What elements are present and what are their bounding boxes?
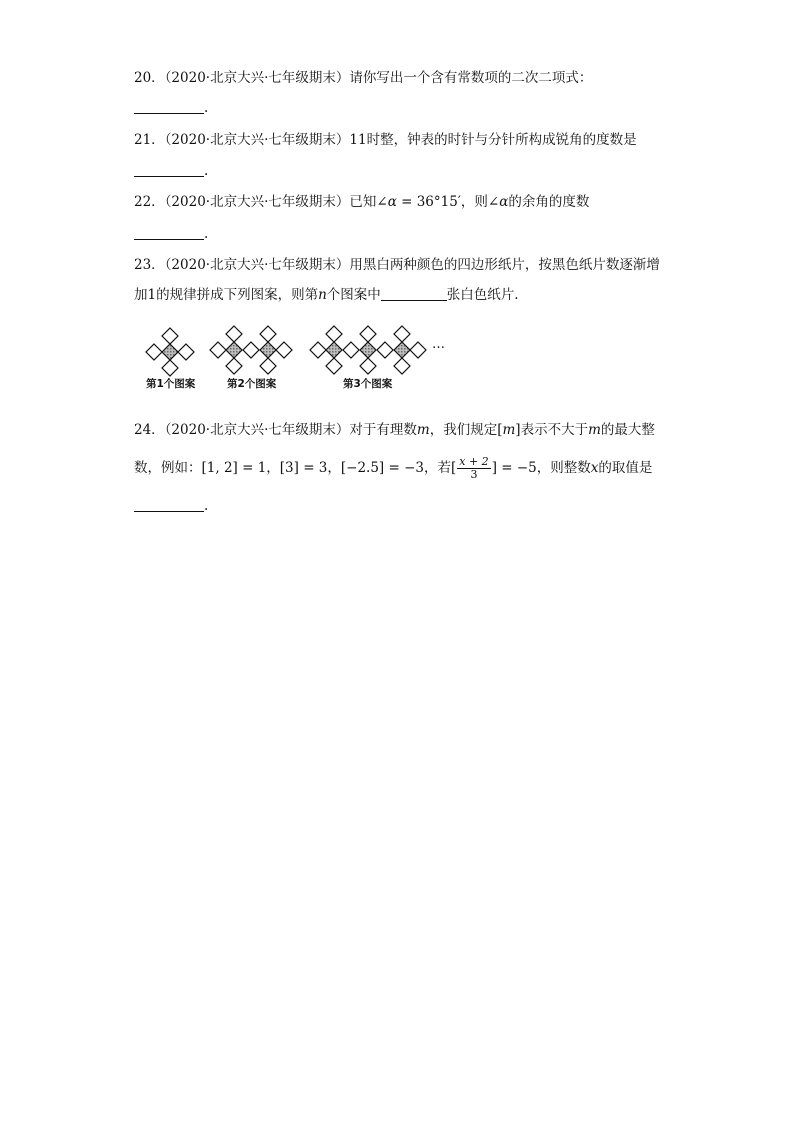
m-symbol: m bbox=[588, 422, 601, 438]
question-24-line2 bbox=[134, 456, 652, 481]
question-21 bbox=[134, 130, 637, 150]
ellipsis: … bbox=[432, 337, 445, 352]
m-symbol: m bbox=[416, 422, 430, 438]
q22-answer-blank[interactable] bbox=[134, 224, 208, 244]
q23-text-line1: 用黑白两种颜色的四边形纸片，按黑色纸片数逐渐增 bbox=[349, 257, 660, 273]
q20-answer-blank[interactable] bbox=[134, 98, 208, 118]
q24-text-d: 的最大整 bbox=[600, 422, 655, 438]
question-22 bbox=[134, 192, 589, 212]
pattern-figure bbox=[140, 318, 460, 394]
pattern-2 bbox=[210, 326, 292, 374]
fraction-numerator: x + 2 bbox=[459, 455, 489, 468]
q22-text-b: = 36°15′，则∠ bbox=[396, 194, 500, 210]
q21-number: 21． bbox=[134, 132, 165, 148]
fraction-denominator: 3 bbox=[470, 468, 478, 481]
q20-source: （2020·北京大兴·七年级期末） bbox=[164, 70, 350, 86]
answer-line[interactable] bbox=[134, 497, 204, 512]
q22-text-a: 已知∠ bbox=[349, 194, 388, 210]
q21-source: （2020·北京大兴·七年级期末） bbox=[164, 132, 350, 148]
q24-line2-a: 数，例如：[1, 2] = 1，[3] = 3，[−2.5] = −3，若[ bbox=[134, 460, 457, 476]
caption-pattern-3: 第3个图案 bbox=[343, 378, 393, 390]
q23-answer-blank[interactable] bbox=[381, 286, 447, 301]
question-24 bbox=[134, 420, 655, 440]
q24-text-b: ，我们规定[ bbox=[429, 422, 503, 438]
period: . bbox=[204, 226, 209, 242]
q24-source: （2020·北京大兴·七年级期末） bbox=[164, 422, 350, 438]
q24-number: 24． bbox=[134, 422, 165, 438]
alpha-symbol: α bbox=[387, 194, 397, 210]
question-23 bbox=[134, 255, 660, 275]
q24-text-a: 对于有理数 bbox=[349, 422, 417, 438]
q24-line2-c: 的取值是 bbox=[598, 460, 653, 476]
q23-text-line2c: 张白色纸片. bbox=[446, 287, 519, 303]
q22-source: （2020·北京大兴·七年级期末） bbox=[164, 194, 350, 210]
q23-number: 23． bbox=[134, 257, 165, 273]
n-symbol: n bbox=[318, 287, 327, 303]
fraction bbox=[457, 456, 490, 481]
m-symbol: m bbox=[502, 422, 516, 438]
q20-text: 请你写出一个含有常数项的二次二项式： bbox=[349, 70, 593, 86]
q23-text-line2b: 个图案中 bbox=[326, 287, 381, 303]
caption-pattern-1: 第1个图案 bbox=[146, 378, 196, 390]
q22-number: 22． bbox=[134, 194, 165, 210]
question-23-line2 bbox=[134, 285, 519, 305]
q21-answer-blank[interactable] bbox=[134, 161, 208, 181]
q21-text: 11时整，钟表的时针与分针所构成锐角的度数是 bbox=[349, 132, 637, 148]
answer-line[interactable] bbox=[134, 162, 204, 177]
q22-text-c: 的余角的度数 bbox=[508, 194, 590, 210]
pattern-1 bbox=[146, 328, 194, 376]
q24-answer-blank[interactable] bbox=[134, 496, 208, 516]
period: . bbox=[204, 498, 209, 514]
answer-line[interactable] bbox=[134, 99, 204, 114]
pattern-3 bbox=[310, 326, 426, 374]
answer-line[interactable] bbox=[134, 225, 204, 240]
q20-number: 20． bbox=[134, 70, 165, 86]
alpha-symbol: α bbox=[499, 194, 509, 210]
question-20 bbox=[134, 68, 592, 88]
q24-line2-b: ] = −5，则整数 bbox=[491, 460, 591, 476]
q24-text-c: ]表示不大于 bbox=[515, 422, 589, 438]
x-symbol: x bbox=[590, 460, 599, 476]
q23-source: （2020·北京大兴·七年级期末） bbox=[164, 257, 350, 273]
period: . bbox=[204, 100, 209, 116]
period: . bbox=[204, 163, 209, 179]
caption-pattern-2: 第2个图案 bbox=[227, 378, 277, 390]
q23-text-line2a: 加1的规律拼成下列图案，则第 bbox=[134, 287, 319, 303]
